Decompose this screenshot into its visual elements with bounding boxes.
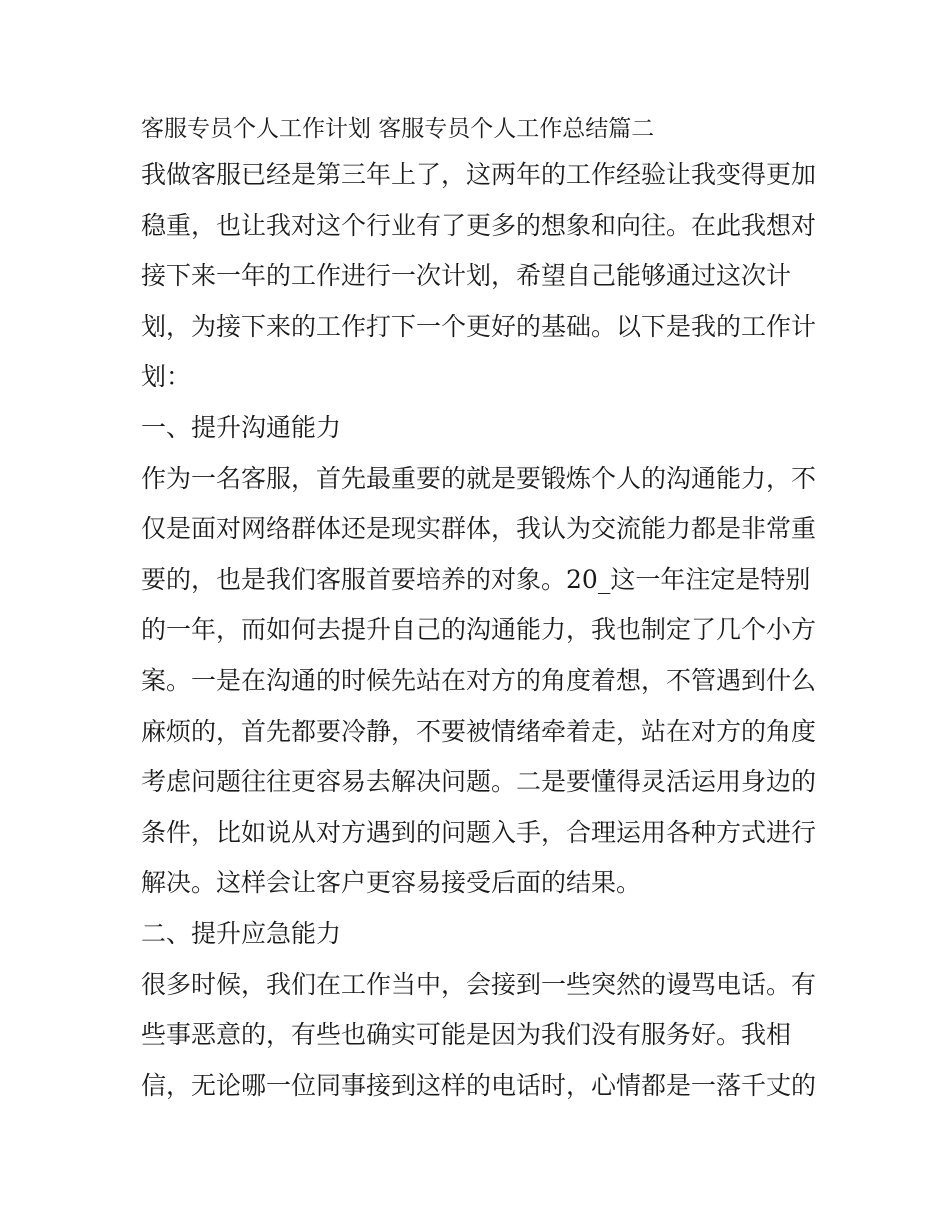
paragraph-line: 麻烦的，首先都要冷静，不要被情绪牵着走，站在对方的角度 <box>141 716 817 746</box>
paragraph-line: 条件，比如说从对方遇到的问题入手，合理运用各种方式进行 <box>141 817 817 847</box>
document-title: 客服专员个人工作计划 客服专员个人工作总结篇二 <box>141 116 655 142</box>
document-body <box>141 108 821 1111</box>
paragraph-line: 稳重，也让我对这个行业有了更多的想象和向往。在此我想对 <box>141 210 817 240</box>
paragraph-line: 要的，也是我们客服首要培养的对象。20_这一年注定是特别 <box>141 564 811 594</box>
section-heading: 二、提升应急能力 <box>141 918 342 948</box>
paragraph-line: 接下来一年的工作进行一次计划，希望自己能够通过这次计 <box>141 261 792 291</box>
paragraph-line: 作为一名客服，首先最重要的就是要锻炼个人的沟通能力，不 <box>141 463 817 493</box>
paragraph-line: 我做客服已经是第三年上了，这两年的工作经验让我变得更加 <box>141 160 817 189</box>
paragraph-line: 些事恶意的，有些也确实可能是因为我们没有服务好。我相 <box>141 1020 792 1050</box>
paragraph-line: 很多时候，我们在工作当中，会接到一些突然的谩骂电话。有 <box>141 969 817 999</box>
paragraph-line: 考虑问题往往更容易去解决问题。二是要懂得灵活运用身边的 <box>141 767 817 797</box>
paragraph-line: 解决。这样会让客户更容易接受后面的结果。 <box>141 868 642 898</box>
paragraph-line: 的一年，而如何去提升自己的沟通能力，我也制定了几个小方 <box>141 615 817 645</box>
paragraph-line: 划： <box>141 362 192 392</box>
paragraph-line: 仅是面对网络群体还是现实群体，我认为交流能力都是非常重 <box>141 514 817 544</box>
paragraph-line: 划，为接下来的工作打下一个更好的基础。以下是我的工作计 <box>141 311 817 341</box>
paragraph-line: 信，无论哪一位同事接到这样的电话时，心情都是一落千丈的 <box>141 1070 817 1100</box>
paragraph-line: 案。一是在沟通的时候先站在对方的角度着想，不管遇到什么 <box>141 665 817 695</box>
section-heading: 一、提升沟通能力 <box>141 412 342 442</box>
